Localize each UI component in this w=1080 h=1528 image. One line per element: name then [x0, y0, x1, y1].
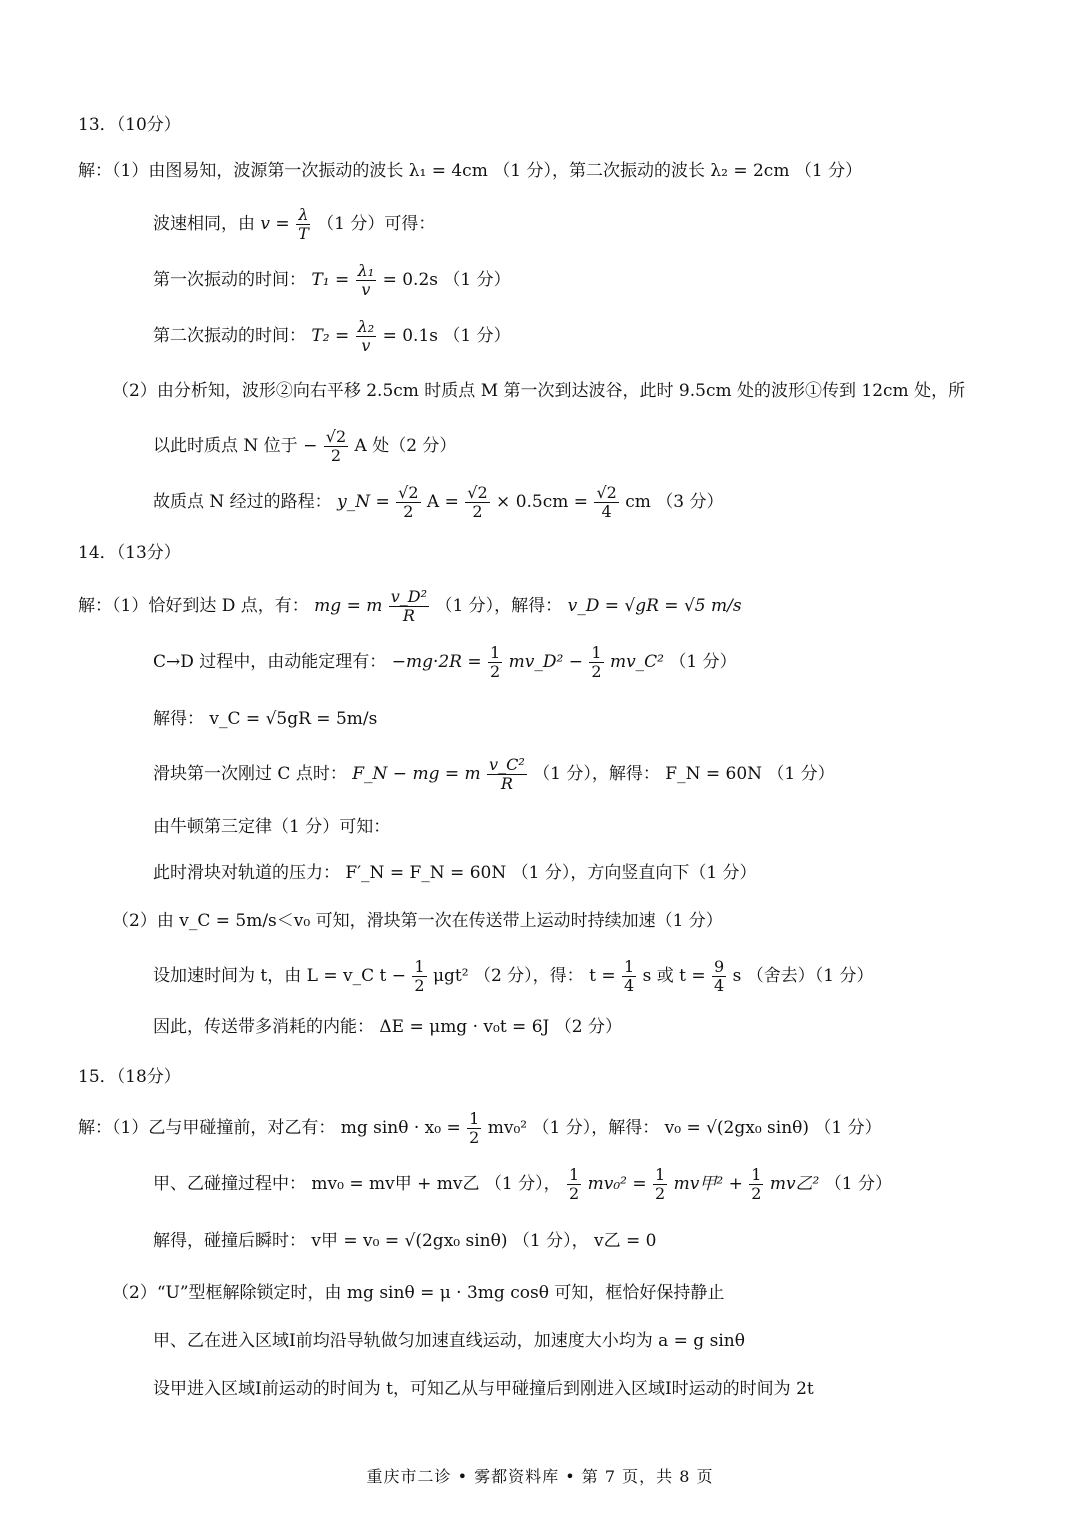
q15-line2: 甲、乙碰撞过程中： mv₀ = mv甲 + mv乙 （1 分）， $\frac{1}{2}$ mv₀² = $\frac{1}{2}$ mv甲² + $\frac{1}{2}$ mv乙² （1 分） [153, 1165, 893, 1203]
q14-line9: 因此，传送带多消耗的内能： ΔE = μmg · v₀t = 6J （2 分） [153, 1017, 622, 1037]
q13-line6: 以此时质点 N 位于 − $\frac{√2}{2}$ A 处（2 分） [153, 427, 457, 465]
q14-line1: 解：（1）恰好到达 D 点，有： mg = m $\frac{\text{v\_D²}}{R}$ （1 分），解得： v_D = √gR = √5 m/s [78, 587, 742, 625]
q15-line6: 设甲进入区域Ⅰ前运动的时间为 t，可知乙从与甲碰撞后到刚进入区域Ⅰ时运动的时间为 2t [153, 1379, 814, 1399]
q15-line5: 甲、乙在进入区域Ⅰ前均沿导轨做匀加速直线运动，加速度大小均为 a = g sinθ [153, 1331, 745, 1351]
q13-l2-pre: 波速相同，由 [153, 214, 255, 234]
frac-lambda1-over-v: $\frac{\text{λ₁}}{v}$ [357, 261, 375, 299]
q14-title: 14．（13分） [78, 543, 181, 563]
frac-sqrt2-over-2: $\frac{√2}{2}$ [325, 427, 347, 465]
q14-line8: 设加速时间为 t，由 L = v_C t − $\frac{1}{2}$ μgt² （2 分），得： t = $\frac{1}{4}$ s 或 t = $\frac{9}{4}$ s （舍去）（1 分） [153, 957, 874, 995]
q13-line5: （2）由分析知，波形②向右平移 2.5cm 时质点 M 第一次到达波谷，此时 9.5cm 处的波形①传到 12cm 处，所 [112, 381, 966, 401]
q15-line4: （2）“U”型框解除锁定时，由 mg sinθ = μ · 3mg cosθ 可知，框恰好保持静止 [112, 1283, 725, 1303]
q13-l2-post: （1 分）可得： [317, 214, 436, 234]
q15-title: 15．（18分） [78, 1067, 181, 1087]
page-footer: 重庆市二诊 • 雾都资料库 • 第 7 页，共 8 页 [366, 1467, 714, 1486]
q14-line5: 由牛顿第三定律（1 分）可知： [153, 817, 391, 837]
q13-line2 [153, 204, 435, 244]
frac-lambda-over-T: $\frac{\lambda}{T}$ [298, 205, 309, 243]
q14-line2: C→D 过程中，由动能定理有： −mg·2R = $\frac{1}{2}$ mv_D² − $\frac{1}{2}$ mv_C² （1 分） [153, 643, 737, 681]
q13-title: 13．（10分） [78, 115, 181, 135]
q13-line7: 故质点 N 经过的路程： y_N = $\frac{√2}{2}$ A = $\frac{√2}{2}$ × 0.5cm = $\frac{√2}{4}$ cm （3 分） [153, 483, 724, 521]
eq-v: v = [260, 214, 290, 234]
q13-line1: 解：（1）由图易知，波源第一次振动的波长 λ₁ = 4cm （1 分），第二次振动的波长 λ₂ = 2cm （1 分） [78, 161, 863, 181]
q13-line4: 第二次振动的时间： T₂ = $\frac{\text{λ₂}}{v}$ = 0.1s （1 分） [153, 317, 511, 355]
q15-line1: 解：（1）乙与甲碰撞前，对乙有： mg sinθ · x₀ = $\frac{1}{2}$ mv₀² （1 分），解得： v₀ = √(2gx₀ sinθ) （1 分） [78, 1109, 882, 1147]
frac-lambda2-over-v: $\frac{\text{λ₂}}{v}$ [357, 317, 375, 355]
q14-line4: 滑块第一次刚过 C 点时： F_N − mg = m $\frac{\text{v\_C²}}{R}$ （1 分），解得： F_N = 60N （1 分） [153, 755, 835, 793]
q14-line7: （2）由 v_C = 5m/s＜v₀ 可知，滑块第一次在传送带上运动时持续加速（1 分） [112, 911, 723, 931]
frac-vD2-over-R: $\frac{\text{v\_D²}}{R}$ [390, 587, 428, 625]
q15-line3: 解得，碰撞后瞬时： v甲 = v₀ = √(2gx₀ sinθ) （1 分）， v乙 = 0 [153, 1231, 657, 1251]
q14-line3: 解得： v_C = √5gR = 5m/s [153, 709, 378, 729]
q14-line6: 此时滑块对轨道的压力： F′_N = F_N = 60N （1 分），方向竖直向下（1 分） [153, 863, 757, 883]
q13-line3: 第一次振动的时间： T₁ = $\frac{\text{λ₁}}{v}$ = 0.2s （1 分） [153, 261, 511, 299]
